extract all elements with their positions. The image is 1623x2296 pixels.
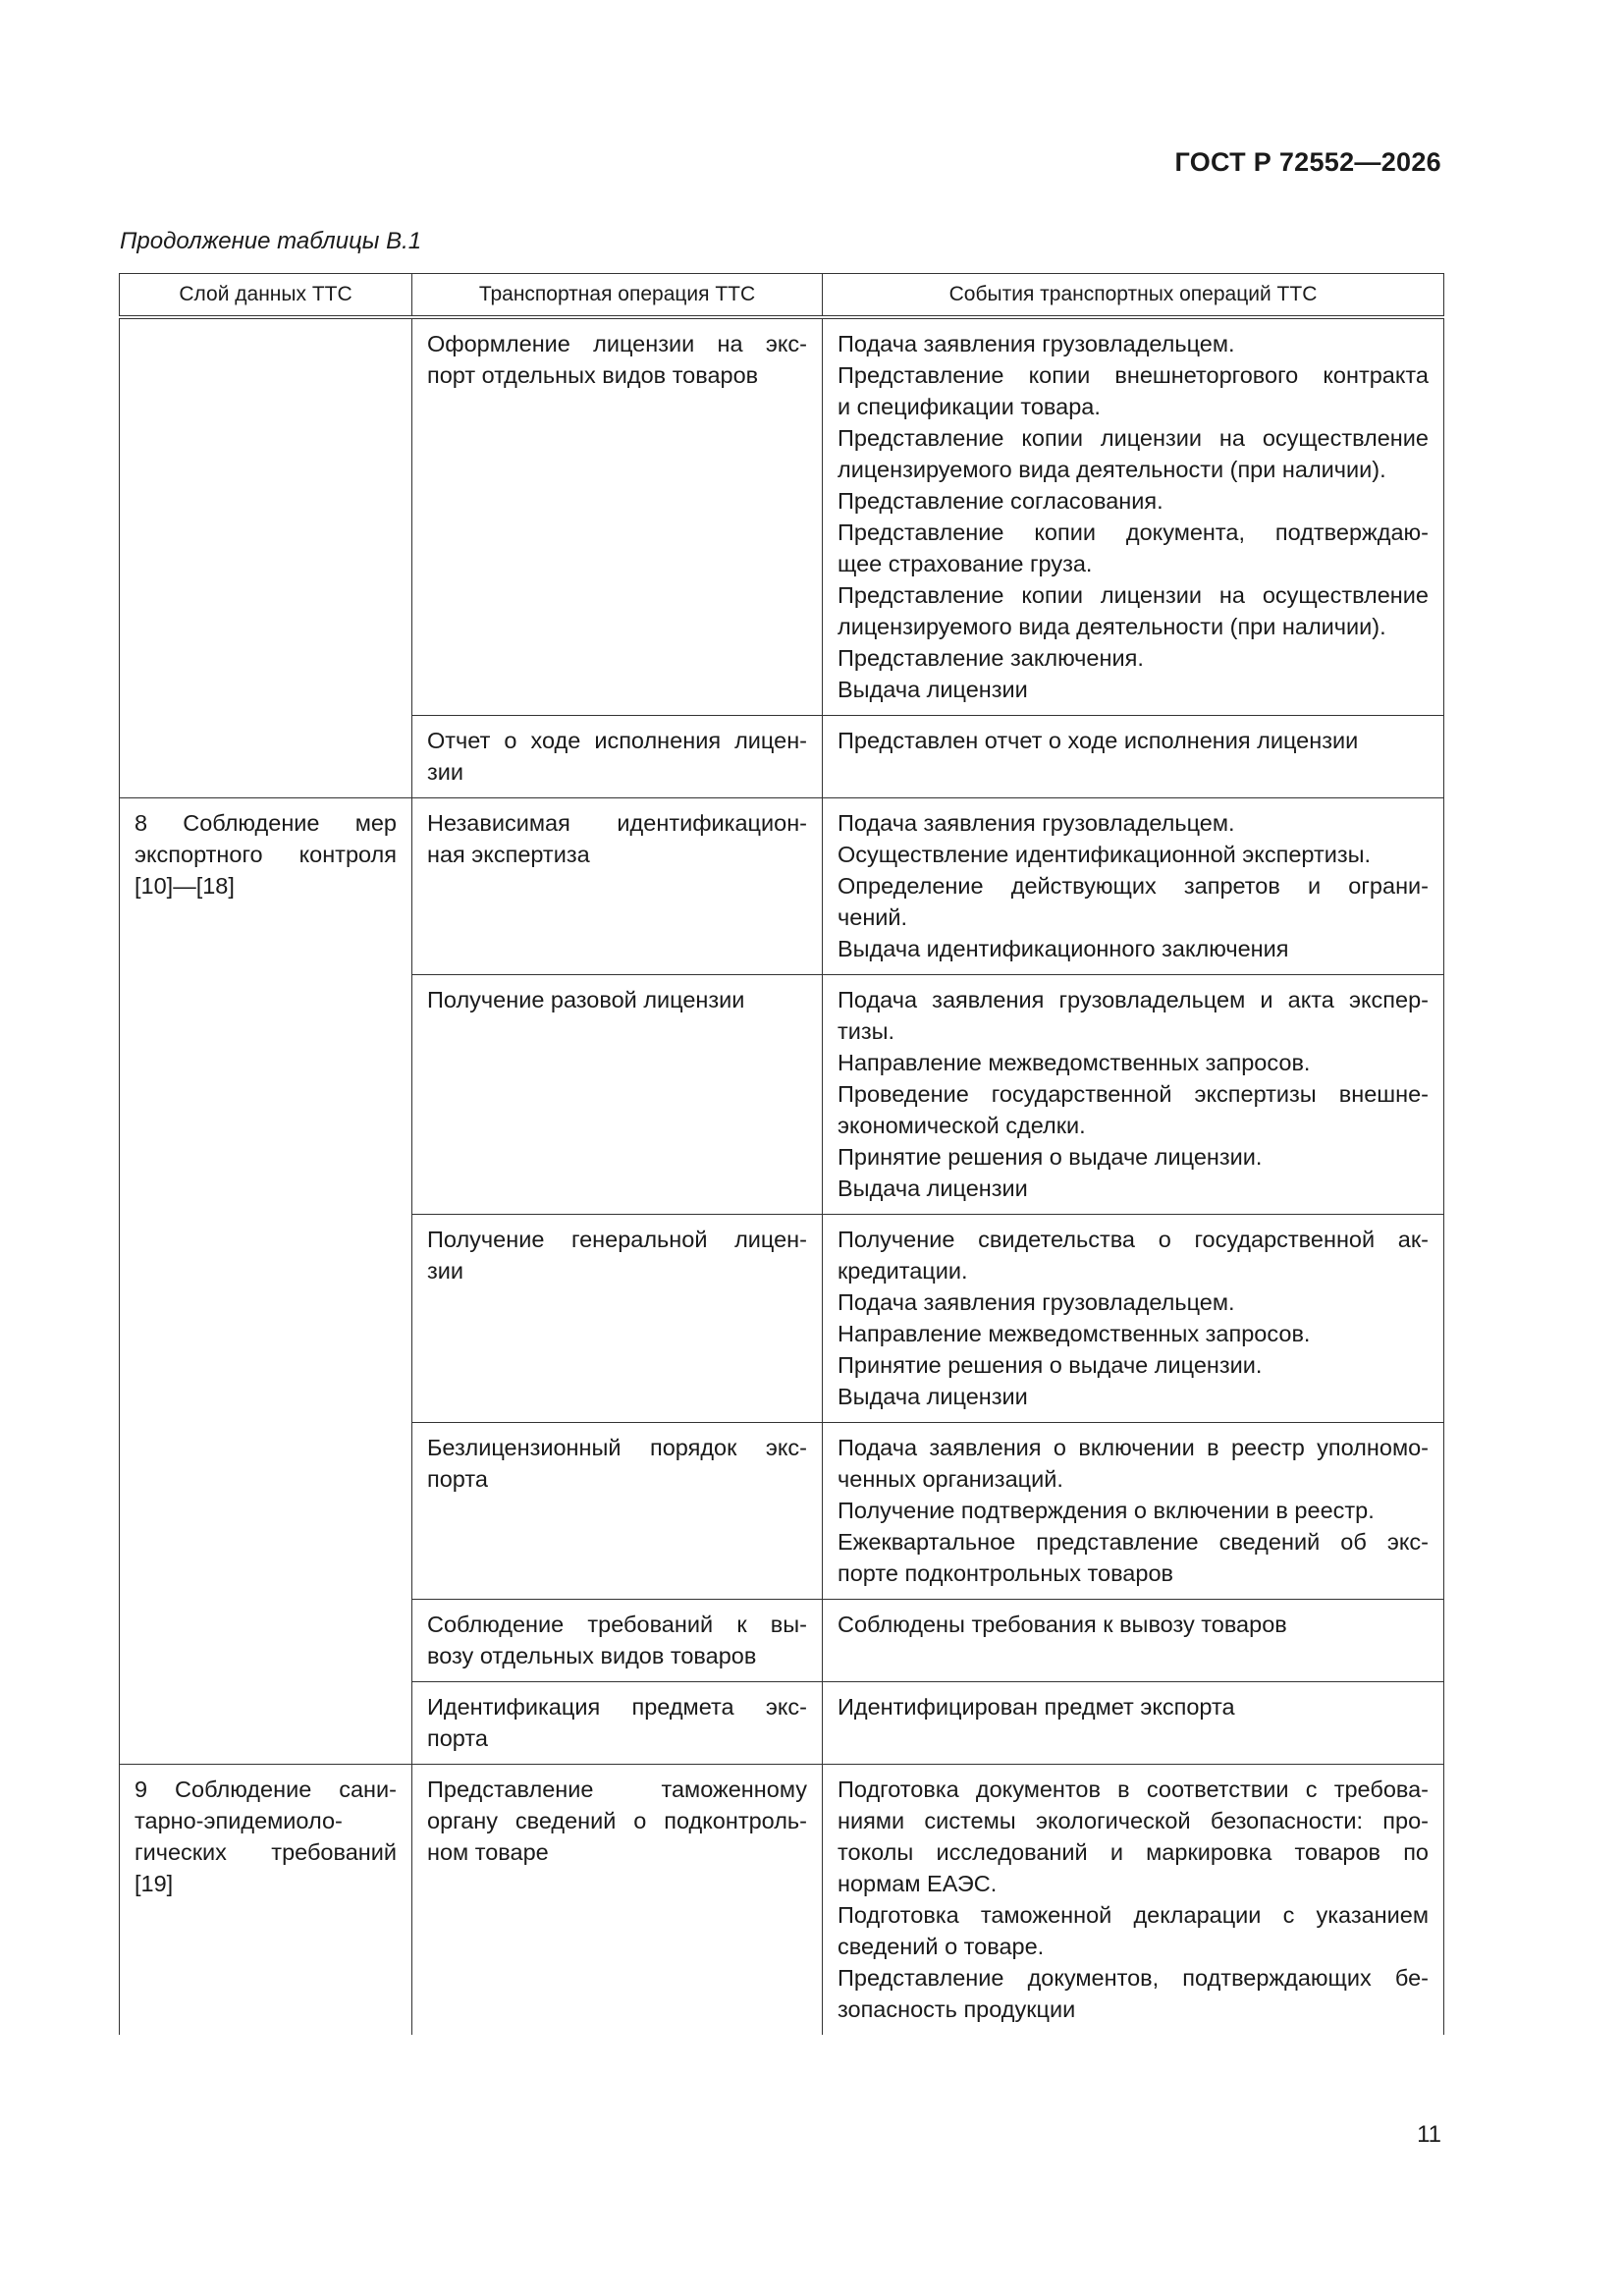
cell-text-line: Выдача идентификационного заключения: [838, 936, 1289, 961]
cell-text-line: Представление документов, подтверждающих бе-: [838, 1965, 1429, 1991]
cell-text-line: экспортного контроля: [135, 842, 397, 867]
cell-text-line: Подача заявления грузовладельцем и акта экспер-: [838, 987, 1429, 1012]
cell-text-line: Представление копии документа, подтверждаю-: [838, 519, 1429, 545]
operation-cell: [412, 1682, 823, 1765]
cell-text-line: Принятие решения о выдаче лицензии.: [838, 1144, 1263, 1170]
cell-text-line: [10]—[18]: [135, 873, 235, 899]
cell-text-line: Представление таможенному: [427, 1777, 807, 1802]
cell-text-line: Представление согласования.: [838, 488, 1163, 514]
table-row: [120, 317, 1444, 716]
cell-text-line: Осуществление идентификационной экспертизы.: [838, 842, 1372, 867]
cell-text-line: Направление межведомственных запросов.: [838, 1321, 1311, 1346]
cell-text-line: порта: [427, 1725, 488, 1751]
cell-text-line: Выдача лицензии: [838, 677, 1028, 702]
cell-text-line: Получение разовой лицензии: [427, 987, 745, 1012]
events-cell: [823, 1600, 1444, 1682]
events-cell: [823, 975, 1444, 1215]
cell-text-line: ная экспертиза: [427, 842, 590, 867]
cell-text-line: Подача заявления о включении в реестр уполномо-: [838, 1435, 1429, 1460]
cell-text-line: Соблюдение требований к вы-: [427, 1612, 807, 1637]
cell-text-line: возу отдельных видов товаров: [427, 1643, 757, 1668]
cell-text-line: Подача заявления грузовладельцем.: [838, 810, 1235, 836]
cell-text-line: тарно-эпидемиоло-: [135, 1808, 343, 1833]
table-caption: Продолжение таблицы В.1: [120, 228, 422, 254]
operation-cell: [412, 975, 823, 1215]
cell-text-line: гических требований: [135, 1839, 397, 1865]
layer-cell: [120, 1765, 412, 2036]
column-header-layer: Слой данных ТТС: [120, 274, 412, 318]
table-row: [120, 1765, 1444, 2036]
cell-text-line: Представление копии лицензии на осуществление: [838, 582, 1429, 608]
cell-text-line: Получение генеральной лицен-: [427, 1227, 807, 1252]
cell-text-line: ченных организаций.: [838, 1466, 1063, 1492]
cell-text-line: Представление копии внешнеторгового контракта: [838, 362, 1429, 388]
document-code: ГОСТ Р 72552—2026: [1174, 147, 1441, 177]
cell-text-line: 8 Соблюдение мер: [135, 810, 397, 836]
operation-cell: [412, 1215, 823, 1423]
operation-cell: [412, 1765, 823, 2036]
cell-text-line: щее страхование груза.: [838, 551, 1093, 576]
cell-text-line: Оформление лицензии на экс-: [427, 331, 807, 356]
operation-cell: [412, 716, 823, 798]
column-header-operation: Транспортная операция ТТС: [412, 274, 823, 318]
cell-text-line: сведений о товаре.: [838, 1934, 1045, 1959]
cell-text-line: зии: [427, 759, 464, 785]
cell-text-line: органу сведений о подконтроль-: [427, 1808, 807, 1833]
cell-text-line: зии: [427, 1258, 464, 1284]
cell-text-line: Проведение государственной экспертизы внешне-: [838, 1081, 1429, 1107]
cell-text-line: Ежеквартальное представление сведений об экс-: [838, 1529, 1429, 1555]
cell-text-line: Представление заключения.: [838, 645, 1144, 671]
cell-text-line: Получение свидетельства о государственной ак-: [838, 1227, 1429, 1252]
events-cell: [823, 798, 1444, 975]
cell-text-line: Получение подтверждения о включении в реестр.: [838, 1498, 1375, 1523]
cell-text-line: Независимая идентификацион-: [427, 810, 807, 836]
cell-text-line: порта: [427, 1466, 488, 1492]
cell-text-line: Принятие решения о выдаче лицензии.: [838, 1352, 1263, 1378]
page-number: 11: [1417, 2121, 1441, 2148]
cell-text-line: кредитации.: [838, 1258, 968, 1284]
events-cell: [823, 1215, 1444, 1423]
cell-text-line: Подготовка документов в соответствии с требова-: [838, 1777, 1429, 1802]
cell-text-line: [19]: [135, 1871, 174, 1896]
cell-text-line: порте подконтрольных товаров: [838, 1560, 1174, 1586]
cell-text-line: 9 Соблюдение сани-: [135, 1777, 397, 1802]
cell-text-line: лицензируемого вида деятельности (при наличии).: [838, 614, 1386, 639]
cell-text-line: Направление межведомственных запросов.: [838, 1050, 1311, 1075]
cell-text-line: Представлен отчет о ходе исполнения лицензии: [838, 728, 1359, 753]
cell-text-line: чений.: [838, 904, 908, 930]
cell-text-line: тизы.: [838, 1018, 895, 1044]
events-cell: [823, 716, 1444, 798]
events-cell: [823, 1423, 1444, 1600]
operation-cell: [412, 1423, 823, 1600]
cell-text-line: нормам ЕАЭС.: [838, 1871, 998, 1896]
cell-text-line: Представление копии лицензии на осуществление: [838, 425, 1429, 451]
cell-text-line: экономической сделки.: [838, 1113, 1086, 1138]
table-header-row: [120, 274, 1444, 318]
cell-text-line: Подача заявления грузовладельцем.: [838, 1289, 1235, 1315]
cell-text-line: ном товаре: [427, 1839, 549, 1865]
events-cell: [823, 1765, 1444, 2036]
cell-text-line: Определение действующих запретов и ограни-: [838, 873, 1429, 899]
layer-cell: [120, 798, 412, 1765]
operation-cell: [412, 317, 823, 716]
operation-cell: [412, 1600, 823, 1682]
events-cell: [823, 1682, 1444, 1765]
cell-text-line: лицензируемого вида деятельности (при наличии).: [838, 457, 1386, 482]
cell-text-line: Безлицензионный порядок экс-: [427, 1435, 807, 1460]
operation-cell: [412, 798, 823, 975]
cell-text-line: Выдача лицензии: [838, 1384, 1028, 1409]
column-header-events: События транспортных операций ТТС: [823, 274, 1444, 318]
cell-text-line: зопасность продукции: [838, 1996, 1076, 2022]
table-row: [120, 798, 1444, 975]
cell-text-line: Подготовка таможенной декларации с указанием: [838, 1902, 1429, 1928]
cell-text-line: Идентификация предмета экс-: [427, 1694, 807, 1720]
cell-text-line: Отчет о ходе исполнения лицен-: [427, 728, 807, 753]
cell-text-line: Выдача лицензии: [838, 1175, 1028, 1201]
layer-cell: [120, 317, 412, 798]
cell-text-line: Подача заявления грузовладельцем.: [838, 331, 1235, 356]
data-table: [119, 273, 1444, 2035]
cell-text-line: ниями системы экологической безопасности: про-: [838, 1808, 1429, 1833]
cell-text-line: порт отдельных видов товаров: [427, 362, 759, 388]
cell-text-line: Идентифицирован предмет экспорта: [838, 1694, 1235, 1720]
cell-text-line: Соблюдены требования к вывозу товаров: [838, 1612, 1287, 1637]
cell-text-line: токолы исследований и маркировка товаров по: [838, 1839, 1429, 1865]
events-cell: [823, 317, 1444, 716]
cell-text-line: и спецификации товара.: [838, 394, 1101, 419]
